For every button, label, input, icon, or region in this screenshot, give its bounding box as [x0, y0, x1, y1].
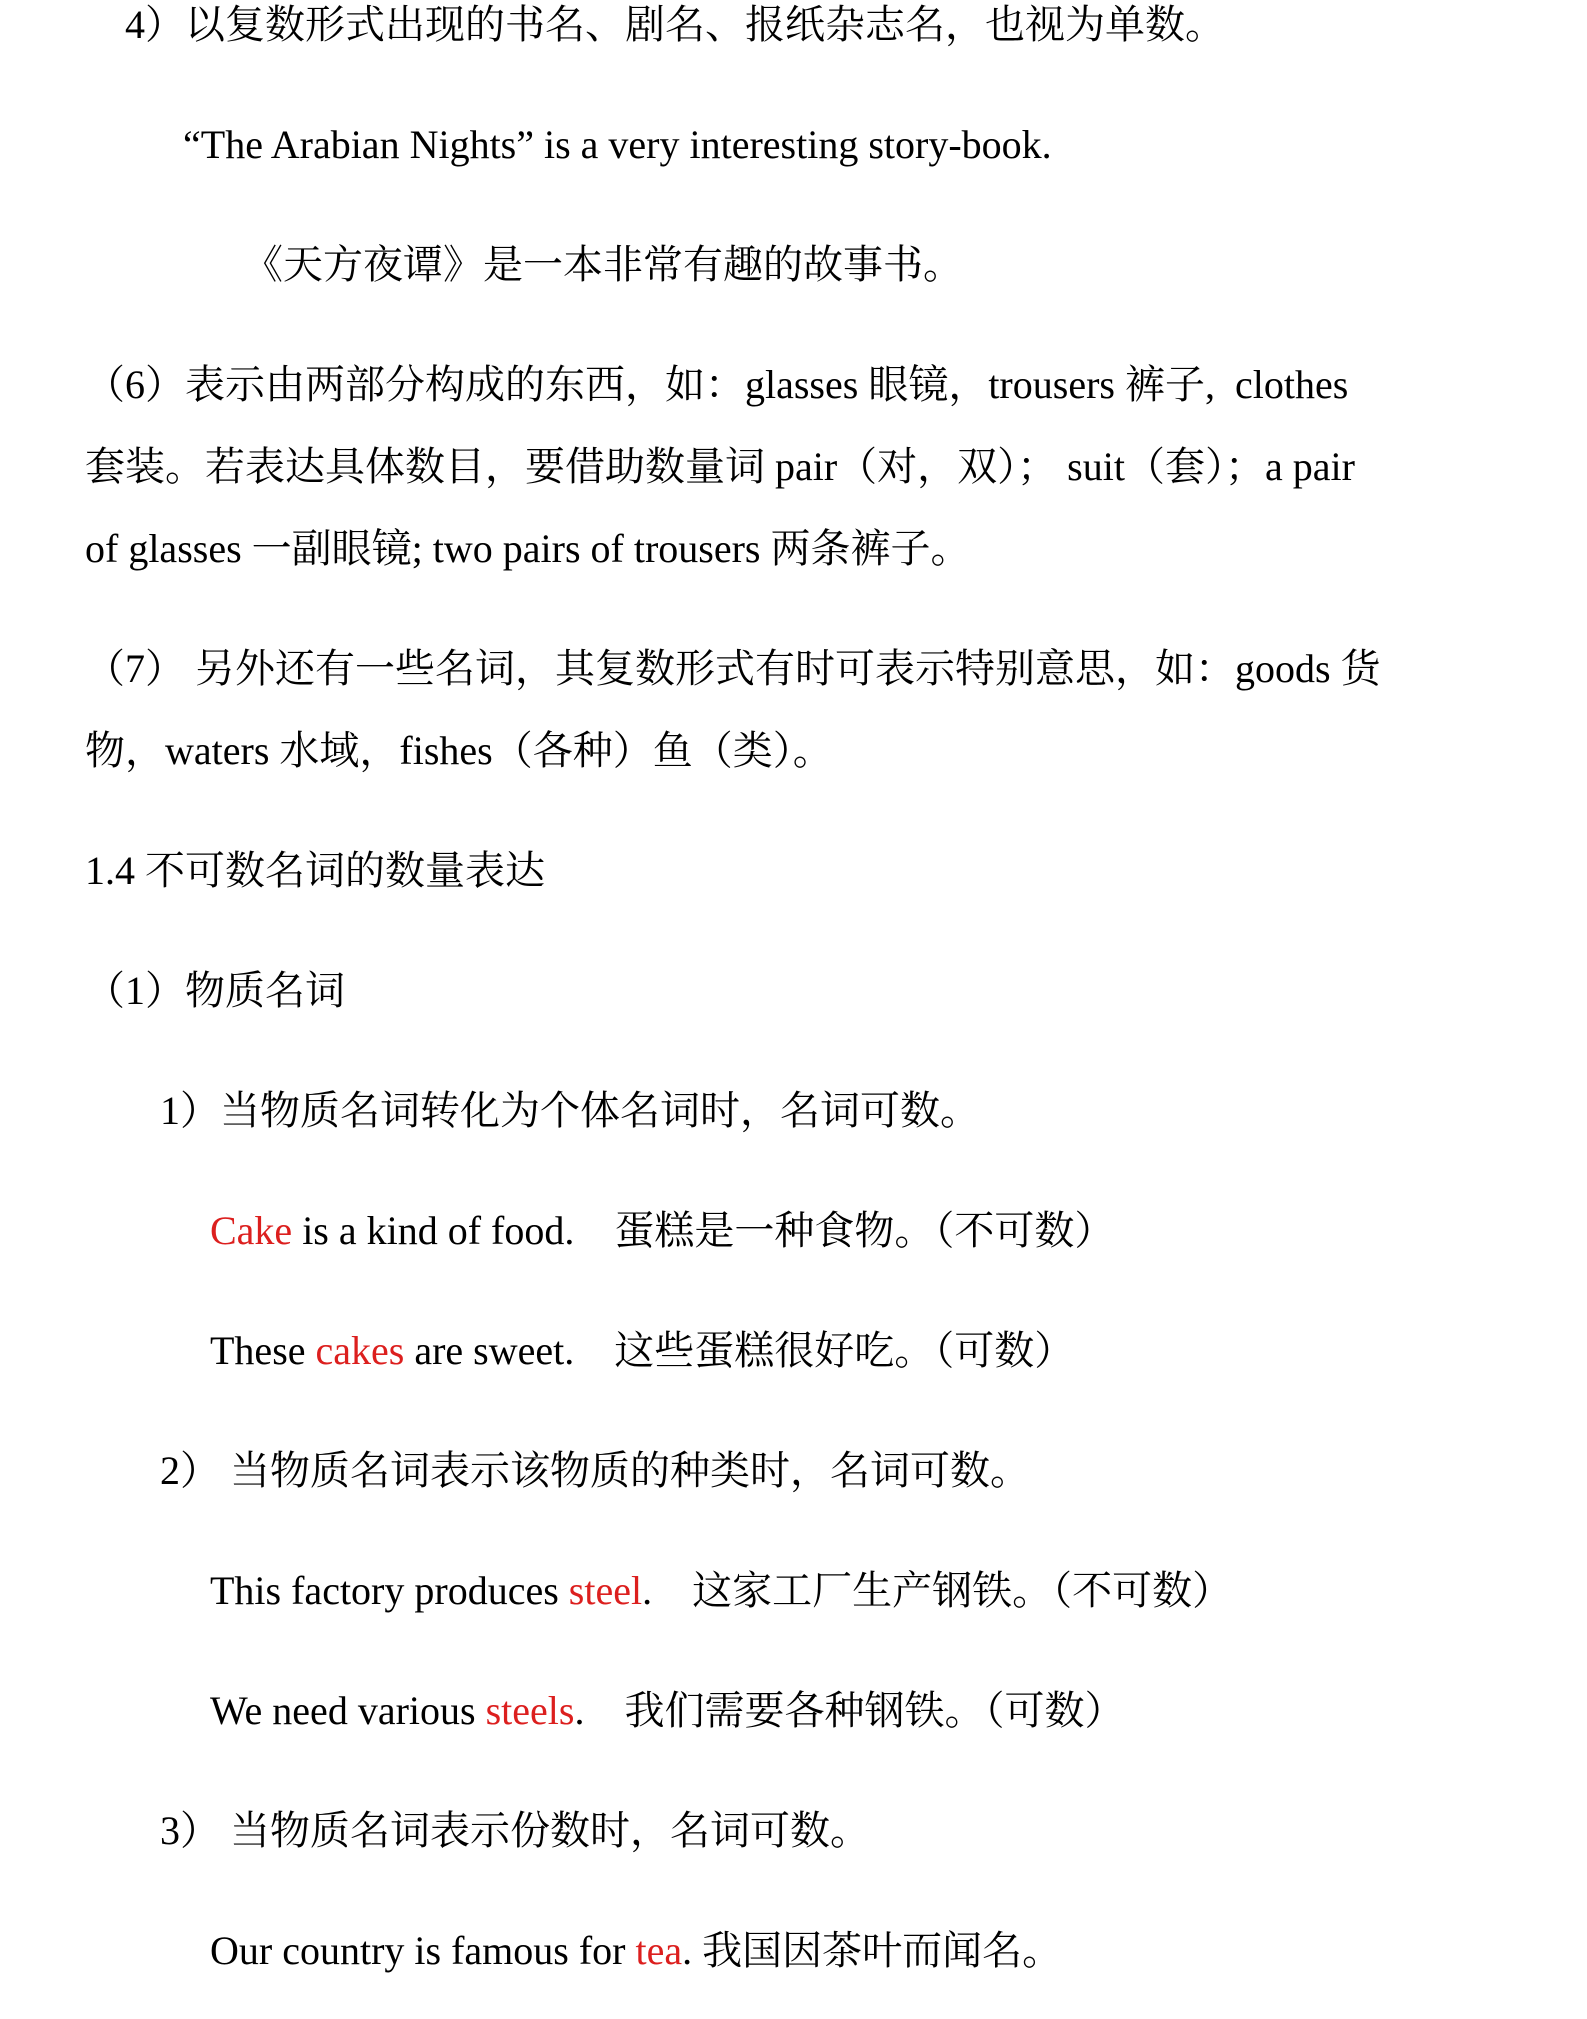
- text-line: [210, 1190, 1527, 1272]
- text-segment: These: [210, 1328, 316, 1373]
- text-segment: 物，waters 水域，fishes（各种）鱼（类）。: [85, 728, 833, 773]
- example-tea: [0, 1910, 1527, 1992]
- text-line: [210, 1910, 1527, 1992]
- item-7-rule: [0, 628, 1527, 792]
- point-1-rule: [0, 1070, 1527, 1152]
- text-segment: . 这家工厂生产钢铁。（不可数）: [642, 1568, 1233, 1613]
- text-line: [210, 1310, 1527, 1392]
- text-segment: （6）表示由两部分构成的东西，如：glasses 眼镜，trousers 裤子, clothes: [85, 362, 1349, 407]
- text-line: [210, 1550, 1527, 1632]
- text-line: [183, 104, 1527, 186]
- point-2-rule: [0, 1430, 1527, 1512]
- text-segment: 1）当物质名词转化为个体名词时，名词可数。: [160, 1088, 980, 1133]
- highlighted-term: steel: [568, 1568, 643, 1613]
- text-line: [243, 224, 1527, 306]
- highlighted-term: tea: [635, 1928, 683, 1973]
- text-segment: 3） 当物质名词表示份数时，名词可数。: [160, 1808, 870, 1853]
- example-cakes: [0, 1310, 1527, 1392]
- text-line: [125, 0, 1527, 66]
- text-segment: 套装。若表达具体数目，要借助数量词 pair（对，双）； suit（套）；a pair: [85, 444, 1355, 489]
- text-line: [85, 628, 1527, 710]
- text-segment: of glasses 一副眼镜; two pairs of trousers 两条裤子。: [85, 526, 971, 571]
- text-segment: This factory produces: [210, 1568, 569, 1613]
- text-segment: 2） 当物质名词表示该物质的种类时，名词可数。: [160, 1448, 1030, 1493]
- text-segment: Our country is famous for: [210, 1928, 636, 1973]
- text-line: [160, 1430, 1527, 1512]
- text-segment: are sweet. 这些蛋糕很好吃。（可数）: [404, 1328, 1075, 1373]
- highlighted-term: Cake: [210, 1208, 293, 1253]
- text-line: [160, 1790, 1527, 1872]
- text-segment: “The Arabian Nights” is a very interesting story-book.: [183, 122, 1052, 167]
- example-arabian-nights-english: [0, 104, 1527, 186]
- text-segment: We need various: [210, 1688, 486, 1733]
- item-6-rule: [0, 344, 1527, 590]
- text-line: [85, 830, 1527, 912]
- text-line: [85, 508, 1527, 590]
- text-segment: . 我们需要各种钢铁。（可数）: [574, 1688, 1125, 1733]
- text-segment: 1.4 不可数名词的数量表达: [85, 848, 545, 893]
- text-segment: . 我国因茶叶而闻名。: [682, 1928, 1063, 1973]
- section-1-4-heading: [0, 830, 1527, 912]
- text-line: [85, 710, 1527, 792]
- text-line: [160, 1070, 1527, 1152]
- example-cake: [0, 1190, 1527, 1272]
- highlighted-term: cakes: [315, 1328, 405, 1373]
- text-segment: 4）以复数形式出现的书名、剧名、报纸杂志名，也视为单数。: [125, 2, 1225, 47]
- text-segment: （7） 另外还有一些名词，其复数形式有时可表示特别意思，如：goods 货: [85, 646, 1381, 691]
- subsection-1-heading: [0, 950, 1527, 1032]
- text-segment: 《天方夜谭》是一本非常有趣的故事书。: [243, 242, 963, 287]
- item-4-rule: [0, 0, 1527, 66]
- text-segment: is a kind of food. 蛋糕是一种食物。（不可数）: [292, 1208, 1115, 1253]
- text-segment: （1）物质名词: [85, 968, 345, 1013]
- point-3-rule: [0, 1790, 1527, 1872]
- text-line: [85, 950, 1527, 1032]
- highlighted-term: steels: [485, 1688, 575, 1733]
- example-steels: [0, 1670, 1527, 1752]
- text-line: [85, 426, 1527, 508]
- example-steel: [0, 1550, 1527, 1632]
- text-line: [85, 344, 1527, 426]
- text-line: [210, 1670, 1527, 1752]
- example-arabian-nights-chinese: [0, 224, 1527, 306]
